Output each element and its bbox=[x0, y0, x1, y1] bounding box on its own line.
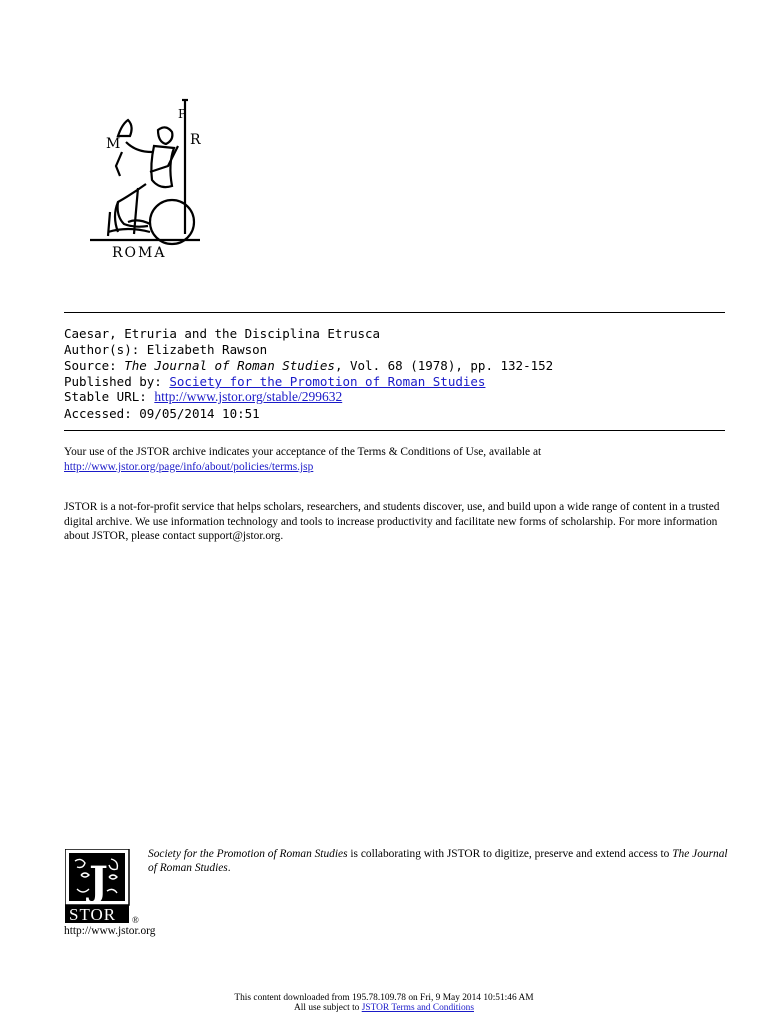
footer-terms-link[interactable]: JSTOR Terms and Conditions bbox=[361, 1003, 474, 1013]
terms-notice: All use subject to JSTOR Terms and Conditions bbox=[294, 1003, 474, 1013]
stable-url-link[interactable]: http://www.jstor.org/stable/299632 bbox=[154, 389, 343, 404]
author-line: Author(s): Elizabeth Rawson bbox=[64, 342, 268, 357]
top-divider bbox=[64, 312, 725, 313]
stable-url-line: Stable URL: http://www.jstor.org/stable/299632 bbox=[64, 389, 343, 404]
roma-caption: ROMA bbox=[112, 245, 167, 260]
article-title: Caesar, Etruria and the Disciplina Etrusca bbox=[64, 326, 381, 341]
jstor-letter: J bbox=[89, 858, 108, 905]
terms-paragraph bbox=[64, 445, 724, 474]
jstor-logo bbox=[65, 849, 139, 925]
journal-title: The Journal of Roman Studies bbox=[148, 848, 728, 874]
terms-text: Your use of the JSTOR archive indicates your acceptance of the Terms & Conditions of Use, available at bbox=[64, 446, 542, 458]
publisher-link[interactable]: Society for the Promotion of Roman Studies bbox=[169, 374, 486, 389]
bottom-divider bbox=[64, 430, 725, 431]
svg-text:P: P bbox=[178, 107, 187, 121]
jstor-emblem-icon bbox=[65, 849, 145, 925]
accessed-date: 09/05/2014 10:51 bbox=[139, 406, 260, 421]
svg-text:®: ® bbox=[132, 915, 139, 925]
svg-text:R: R bbox=[190, 132, 201, 148]
author-name: Elizabeth Rawson bbox=[146, 342, 268, 357]
download-notice: This content downloaded from 195.78.109.78 on Fri, 9 May 2014 10:51:46 AM bbox=[234, 993, 534, 1003]
jstor-wordmark: STOR bbox=[69, 905, 117, 924]
published-line: Published by: Society for the Promotion of Roman Studies bbox=[64, 374, 486, 389]
source-line: Source: The Journal of Roman Studies, Vol. 68 (1978), pp. 132-152 bbox=[64, 358, 554, 373]
roma-logo bbox=[88, 92, 208, 260]
svg-text:M: M bbox=[106, 136, 121, 152]
roma-figure-icon bbox=[88, 92, 208, 260]
collaboration-statement: Society for the Promotion of Roman Studies is collaborating with JSTOR to digitize, preserve and extend access to The Journal of Roman Studies. bbox=[148, 848, 728, 874]
about-paragraph: JSTOR is a not-for-profit service that helps scholars, researchers, and students discover, use, and build upon a wide range of content in a trusted digital archive. We use information technology and tools to increase productivity and facilitate new forms of scholarship. For more information about JSTOR, please contact support@jstor.org. bbox=[64, 501, 720, 543]
journal-name: The Journal of Roman Studies bbox=[124, 358, 335, 373]
society-name: Society for the Promotion of Roman Studies bbox=[148, 848, 348, 860]
terms-link[interactable]: http://www.jstor.org/page/info/about/policies/terms.jsp bbox=[64, 460, 314, 473]
jstor-url[interactable]: http://www.jstor.org bbox=[64, 925, 156, 937]
accessed-line: Accessed: 09/05/2014 10:51 bbox=[64, 406, 260, 421]
